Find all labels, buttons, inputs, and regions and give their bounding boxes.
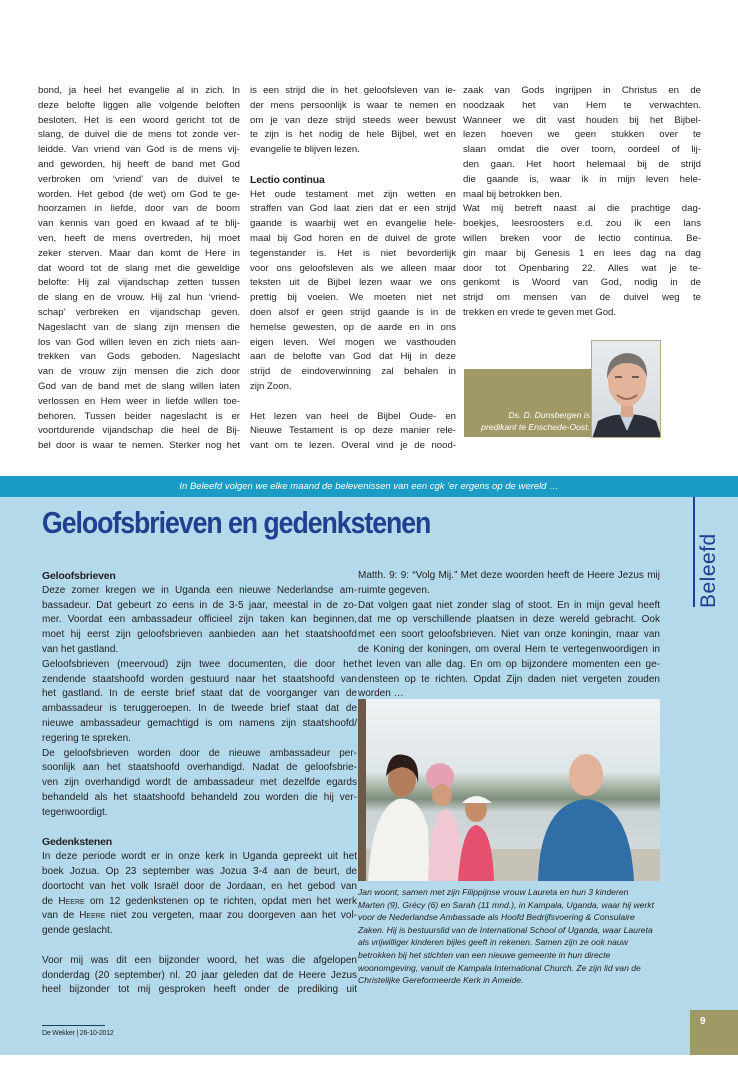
footer-publication: De Wekker | 26-10-2012 bbox=[42, 1030, 114, 1037]
text-line: doortocht van het volk Israël door de Jordaan, en het gebod van bbox=[42, 880, 357, 892]
page-number: 9 bbox=[690, 1010, 738, 1055]
text-line: doen alsof er geen strijd gaande is in de bbox=[250, 306, 456, 318]
text-line: donderdag (20 september) nl. 20 jaar geleden dat de Heere Jezus bbox=[42, 969, 357, 981]
caption-line: Zaken. Hij is bestuurslid van de International School of Uganda, waar Laureta bbox=[358, 924, 653, 935]
text-line: De geloofsbrieven worden door de nieuwe ambassadeur per- bbox=[42, 747, 357, 759]
text-line: ruimte gegeven. bbox=[358, 584, 430, 596]
small-caps-word: Heere bbox=[79, 910, 106, 922]
paragraph bbox=[42, 954, 357, 998]
small-caps-word: Heere bbox=[58, 895, 85, 907]
caption-line: Christelijke Gereformeerde Kerk in Ameide. bbox=[358, 975, 524, 986]
text-line: noodzaak het van Hem te verwachten. bbox=[463, 99, 701, 111]
text-line: prettig bij voelen. We moeten niet net bbox=[250, 292, 456, 304]
paragraph bbox=[250, 188, 456, 395]
text-line: de Koning der koningen, om overal Hem te vertegenwoordigen in bbox=[358, 643, 660, 655]
text-line: trekken van Gods geboden. Nageslacht bbox=[38, 351, 240, 363]
text-line: den gaan. Het hoort helemaal bij de strijd bbox=[463, 158, 701, 170]
text-line: het leven van alle dag. En om op bijzondere momenten een ge- bbox=[358, 658, 660, 670]
text-line: ven, heeft de mens overtreden, hij moet bbox=[38, 232, 240, 244]
text-line: gaande is waarbij wet en evangelie hele- bbox=[250, 218, 456, 230]
paragraph bbox=[463, 202, 701, 320]
caption-line: Jan woont, samen met zijn Filippijnse vrouw Laureta en hun 3 kinderen bbox=[358, 887, 629, 897]
text-line: Het oude testament met zijn wetten en bbox=[250, 188, 456, 200]
paragraph bbox=[250, 410, 456, 454]
paragraph bbox=[358, 599, 660, 703]
text-line: tegenwoordigt. bbox=[42, 806, 108, 818]
text-line: mer. Voordat een ambassadeur officieel zijn taken kan beginnen, bbox=[42, 614, 357, 626]
text-line: Het lezen van heel de Bijbel Oude- en bbox=[250, 410, 456, 422]
paragraph bbox=[358, 569, 660, 599]
paragraph bbox=[250, 84, 456, 158]
text-line: heel bijzonder tot mij gesproken heeft onder de prediking uit bbox=[42, 984, 357, 996]
text-line: is een strijd die in het geloofsleven van ie- bbox=[250, 85, 456, 96]
text-line: boekjes, leesroosters e.d. zou ik een lans bbox=[463, 218, 701, 230]
text-line: gin maar bij Genesis 1 en lees dag na dag bbox=[463, 247, 701, 259]
text-line: Dat volgen gaat niet zonder slag of stoot. En in mijn geval heeft bbox=[358, 599, 660, 611]
caption-line: Marten (9), Grécy (6) en Sarah (11 mnd.), in Kampala, Uganda, waar hij werkt bbox=[358, 899, 654, 910]
subheading: Geloofsbrieven bbox=[42, 570, 116, 582]
text-line: trekken en vrede te geven met God. bbox=[463, 306, 617, 318]
article-column-1 bbox=[38, 84, 240, 454]
text-line: aan de belofte van God dat Hij in deze bbox=[250, 351, 456, 363]
text-line: Geloofsbrieven (meervoud) zijn twee documenten, die door het bbox=[42, 658, 357, 670]
text-line: maal bij God horen en de duivel de grote bbox=[250, 232, 456, 244]
author-bio-line: Ds. D. Dunsbergen is bbox=[508, 410, 590, 420]
paragraph bbox=[463, 84, 701, 202]
text-line: om je van deze strijd steeds weer bewust bbox=[250, 114, 456, 126]
text-line: hoorzamen in liefde, door van de boom bbox=[38, 203, 240, 215]
text-line: Deze zomer kregen we in Uganda een nieuwe Nederlandse am- bbox=[42, 584, 357, 596]
text-line: bond, ja heel het evangelie al in zich. In bbox=[38, 85, 240, 96]
text-line: van het gastland. bbox=[42, 643, 119, 655]
page-title: Geloofsbrieven en gedenkstenen bbox=[42, 505, 431, 540]
author-bio-box bbox=[464, 369, 596, 437]
author-portrait bbox=[591, 340, 661, 438]
section-label: Beleefd bbox=[697, 533, 720, 608]
text-line: zaak van Gods ingrijpen in Christus en de bbox=[463, 85, 701, 96]
text-line: die gaande is, waar ik in mijn leven hele- bbox=[463, 173, 701, 185]
text-line: Nieuwe Testament is op deze manier rele- bbox=[250, 425, 456, 437]
text-line: slaan omdat die over toorn, oordeel of lij- bbox=[463, 144, 701, 156]
text-line: bassadeur. Dat gebeurt zo eens in de 3-5 jaar, meestal in de zo- bbox=[42, 599, 357, 611]
section-intro-band: In Beleefd volgen we elke maand de belevenissen van een cgk ’er ergens op de wereld … bbox=[0, 476, 738, 497]
text-line: de Heere om 12 gedenkstenen op te richten, opdat men het werk bbox=[42, 895, 357, 907]
text-line: voor ons geloofsleven als we alleen maar bbox=[250, 262, 456, 274]
text-line: densteen op te richten. Opdat Zijn daden niet vergeten zouden bbox=[358, 673, 660, 685]
text-line: door tot Openbaring 22. Alles wat je te- bbox=[463, 262, 701, 274]
text-line: behandeld als het staatshoofd behandeld zou worden die hij ver- bbox=[42, 791, 357, 803]
text-line: tegenstander is. Het is niet bevorderlijk bbox=[250, 247, 456, 259]
text-line: vant om te lezen. Overal vind je de nood- bbox=[250, 440, 456, 452]
author-bio-text bbox=[481, 409, 590, 433]
text-line: eigen leven. Wel mogen we vasthouden bbox=[250, 336, 456, 348]
paragraph-spacer bbox=[250, 158, 456, 173]
text-line: verlossen en Hem weer in liefde willen toe- bbox=[38, 395, 240, 407]
text-line: Matth. 9: 9: “Volg Mij.” Met deze woorden heeft de Heere Jezus mij bbox=[358, 570, 660, 581]
text-line: Voor mij was dit een bijzonder woord, het was die afgelopen bbox=[42, 954, 357, 966]
subheading: Gedenkstenen bbox=[42, 836, 112, 849]
text-line: strijd om mensen van de duivel weg te bbox=[463, 292, 701, 304]
text-line: soonlijk aan het staatshoofd overhandigd. Nadat de geloofsbrie- bbox=[42, 762, 357, 774]
text-line: God van de band met de slang willen laten bbox=[38, 380, 240, 392]
text-line: genkomt is Woord van God, nodig in de bbox=[463, 277, 701, 289]
family-photo bbox=[358, 699, 660, 881]
text-line: willen breken voor de lectio continua. Be- bbox=[463, 232, 701, 244]
text-line: verbroken om ‘vriend’ van de duivel te bbox=[38, 173, 240, 185]
bottom-article-left bbox=[42, 569, 357, 998]
paragraph bbox=[38, 84, 240, 454]
paragraph bbox=[42, 658, 357, 747]
text-line: gende geslacht. bbox=[42, 925, 113, 937]
text-line: worden. Het gebod (de wet) om God te ge- bbox=[38, 188, 240, 200]
text-line: and geworden, hij heeft de band met God bbox=[38, 158, 240, 170]
text-line: zijn Zoon. bbox=[250, 380, 292, 392]
text-line: behoren. Tussen beider nageslacht is er bbox=[38, 410, 240, 422]
footer-rule bbox=[42, 1025, 105, 1026]
paragraph bbox=[42, 584, 357, 658]
paragraph bbox=[42, 850, 357, 939]
text-line: teksten uit de Bijbel lezen waar we ons bbox=[250, 277, 456, 289]
text-line: zeker sterven. Maar dan komt de Here in bbox=[38, 247, 240, 259]
author-bio-line: predikant te Enschede-Oost. bbox=[481, 422, 590, 432]
text-line: belofte: Hij zal vijandschap zetten tussen bbox=[38, 277, 240, 289]
text-line: ambassadeur is teruggeroepen. In de tweede brief staat dat de bbox=[42, 703, 357, 715]
text-line: van de vrouw zijn mensen die zich door bbox=[38, 366, 240, 378]
text-line: dat me op verschillende plaatsen in deze wereld gebracht. Ook bbox=[358, 614, 660, 626]
text-line: voortdurende vijandschap die heel de Bij- bbox=[38, 425, 240, 437]
text-line: der mens persoonlijk is waar te nemen en bbox=[250, 99, 456, 111]
text-line: van kennis van goed en kwaad af te blij- bbox=[38, 218, 240, 230]
text-line: regering te spreken. bbox=[42, 732, 131, 744]
section-divider bbox=[693, 497, 695, 607]
text-line: boek Jozua. Op 23 september was Jozua 3-4 aan de beurt, de bbox=[42, 865, 357, 877]
text-line: strijd de eindoverwinning zal behalen in bbox=[250, 366, 456, 378]
text-line: schap’ verbreken en vijandschap geven. bbox=[38, 306, 240, 318]
text-line: straffen van God laat zien dat er een strijd bbox=[250, 203, 456, 215]
text-line: met een soort geloofsbrieven. Niet van onze koningin, maar van bbox=[358, 629, 660, 641]
photo-caption bbox=[358, 886, 668, 987]
text-line: slang, de duivel die de mens tot zonde ver- bbox=[38, 129, 240, 141]
text-line: ven zijn overhandigd wordt de ambassadeur met dezelfde egards bbox=[42, 777, 357, 789]
text-line: lezen hoeven we geen stukken over te bbox=[463, 129, 701, 141]
text-line: los van God willen leven en zich niets aan- bbox=[38, 336, 240, 348]
bottom-article-right bbox=[358, 569, 660, 702]
article-column-3 bbox=[463, 84, 701, 321]
text-line: deze belofte liggen alle volgende beloften bbox=[38, 99, 240, 111]
text-line: van de Heere niet zou vergeten, maar zou doorgeven aan het vol- bbox=[42, 910, 357, 922]
text-line: hemelse gewesten, op de aarde en in ons bbox=[250, 321, 456, 333]
text-line: zendende staatshoofd worden gestuurd naar het staatshoofd van bbox=[42, 673, 357, 685]
caption-line: voor de Nederlandse Ambassade als Hoofd Bedrijfsvoering & Consulaire bbox=[358, 912, 635, 923]
text-line: bel door is waar te nemen. Sterker nog het bbox=[38, 440, 240, 452]
text-line: besloten. Het is een woord gericht tot de bbox=[38, 114, 240, 126]
text-line: te zijn is het nodig de hele Bijbel, wet en bbox=[250, 129, 456, 141]
text-line: de slang en de vrouw. Hij zal hun ‘vriend- bbox=[38, 292, 240, 304]
text-line: dat woord tot de slang met die geweldige bbox=[38, 262, 240, 274]
text-line: Wat mij betreft naast al die prachtige dag- bbox=[463, 203, 701, 215]
caption-line: als vrijwilliger kinderen bijles geeft in rekenen. Samen zijn ze ook nauw bbox=[358, 937, 628, 948]
subheading: Lectio continua bbox=[250, 173, 325, 186]
paragraph bbox=[42, 747, 357, 821]
text-line: maal bij betrokken ben. bbox=[463, 188, 563, 200]
text-line: nieuwe ambassadeur gemachtigd is om namens zijn staatshoofd/ bbox=[42, 717, 357, 729]
text-line: Wanneer we dit vast houden bij het Bijbel- bbox=[463, 114, 701, 126]
paragraph-spacer bbox=[250, 395, 456, 410]
text-line: worden … bbox=[358, 688, 404, 700]
text-line: moet hij eerst zijn geloofsbrieven aanbieden aan het staatshoofd bbox=[42, 629, 357, 641]
paragraph-spacer bbox=[42, 821, 357, 836]
text-line: het gastland. In de eerste brief staat dat de voorganger van de bbox=[42, 688, 357, 700]
text-line: Nageslacht van de slang zijn mensen die bbox=[38, 321, 240, 333]
article-column-2 bbox=[250, 84, 456, 454]
caption-line: betrokken bij het stichten van een nieuwe gemeente in hun directe bbox=[358, 949, 611, 960]
caption-line: woonomgeving, vanuit de Kampala International Church. Ze zijn lid van de bbox=[358, 962, 641, 973]
text-line: leidde. Van vriend van God is de mens vij- bbox=[38, 144, 240, 156]
paragraph-spacer bbox=[42, 939, 357, 954]
text-line: In deze periode wordt er in onze kerk in Uganda gepreekt uit het bbox=[42, 851, 357, 863]
text-line: evangelie te blijven lezen. bbox=[250, 144, 360, 156]
